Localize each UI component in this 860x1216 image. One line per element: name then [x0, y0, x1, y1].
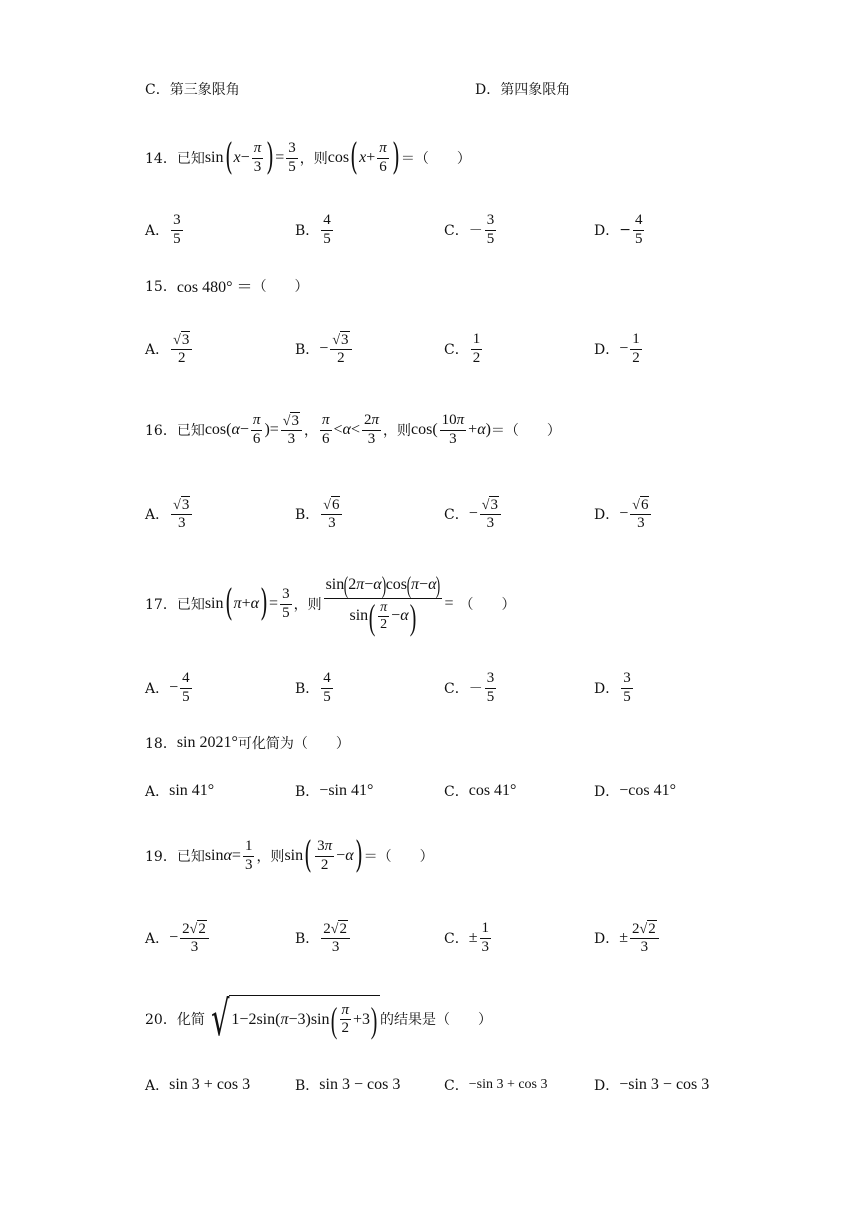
q13-option-d: D．第四象限角: [475, 82, 571, 98]
question-14: 14． 已知 sin ( x − $\frac{\pi}{3}$ ) = $\frac{3}{5}$ ，则 cos ( x + $\frac{\pi}{6}$ ) ＝（ ）: [145, 137, 471, 178]
q19-option-b: B． 2 √ 2 3: [295, 914, 352, 962]
q20-option-d: D． −sin 3 − cos 3: [594, 1076, 710, 1094]
question-17: 17． 已知 sin ( π + α ) = $\frac{3}{5}$ ，则 sin ( 2 π − α ) cos ( π − α ) sin ( $\frac{\pi}{2}$ − α ) = （ ）: [145, 572, 516, 637]
question-15: 15． cos 480° ＝ （ ）: [145, 278, 309, 296]
q16-option-a: A． √ 3 3: [145, 490, 194, 538]
q18-option-b: B． −sin 41°: [295, 782, 374, 800]
q20-option-b: B． sin 3 − cos 3: [295, 1076, 401, 1094]
q18-option-c: C． cos 41°: [444, 782, 517, 800]
q14-option-b: B． $\frac{4}{5}$: [295, 212, 331, 247]
q17-option-c: C． － $\frac{3}{5}$: [444, 670, 495, 705]
q20-option-c: C． −sin 3 + cos 3: [444, 1077, 548, 1094]
q19-option-a: A． − 2 √ 2 3: [145, 914, 211, 962]
q14-option-a: A． $\frac{3}{5}$: [145, 212, 181, 247]
q15-option-d: D． − $\frac{1}{2}$: [594, 331, 640, 366]
q14-option-d: D． − $\frac{4}{5}$: [594, 212, 643, 247]
q17-option-a: A． − $\frac{4}{5}$: [145, 670, 190, 705]
q14-option-c: C． － $\frac{3}{5}$: [444, 212, 495, 247]
question-18: 18． sin 2021° 可化简为（ ）: [145, 734, 350, 752]
q20-option-a: A． sin 3 + cos 3: [145, 1076, 251, 1094]
q17-option-b: B． $\frac{4}{5}$: [295, 670, 331, 705]
q16-option-d: D． − √ 6 3: [594, 490, 653, 538]
q19-option-d: D． ± 2 √ 2 3: [594, 914, 661, 962]
question-19: 19． 已知 sin α = $\frac{1}{3}$ ，则 sin ( $\frac{3\pi}{2}$ − α ) ＝（ ）: [145, 835, 434, 876]
q13-option-c: C．第三象限角: [145, 82, 240, 98]
q16-option-c: C． − √ 3 3: [444, 490, 503, 538]
q15-option-a: A． √ 3 2: [145, 326, 194, 372]
q19-option-c: C． ± $\frac{1}{3}$: [444, 920, 489, 955]
question-20: 20． 化简 √ 1−2sin( π −3)sin ( $\frac{\pi}{2}$ +3 ) 的结果是（ ）: [145, 991, 493, 1047]
q17-option-d: D． $\frac{3}{5}$: [594, 670, 631, 705]
q15-option-c: C． $\frac{1}{2}$: [444, 331, 481, 366]
q18-option-a: A． sin 41°: [145, 782, 215, 800]
q16-option-b: B． √ 6 3: [295, 490, 344, 538]
q15-option-b: B． − √ 3 2: [295, 326, 354, 372]
q18-option-d: D． −cos 41°: [594, 782, 676, 800]
question-16: 16． 已知 cos( α − $\frac{\pi}{6}$ )= √ 3 3 ， $\frac{\pi}{6}$ < α < $\frac{2\pi}{3}$ ，则 cos( $\frac{10\pi}{3}$ + α ) ＝（ ）: [145, 412, 561, 447]
